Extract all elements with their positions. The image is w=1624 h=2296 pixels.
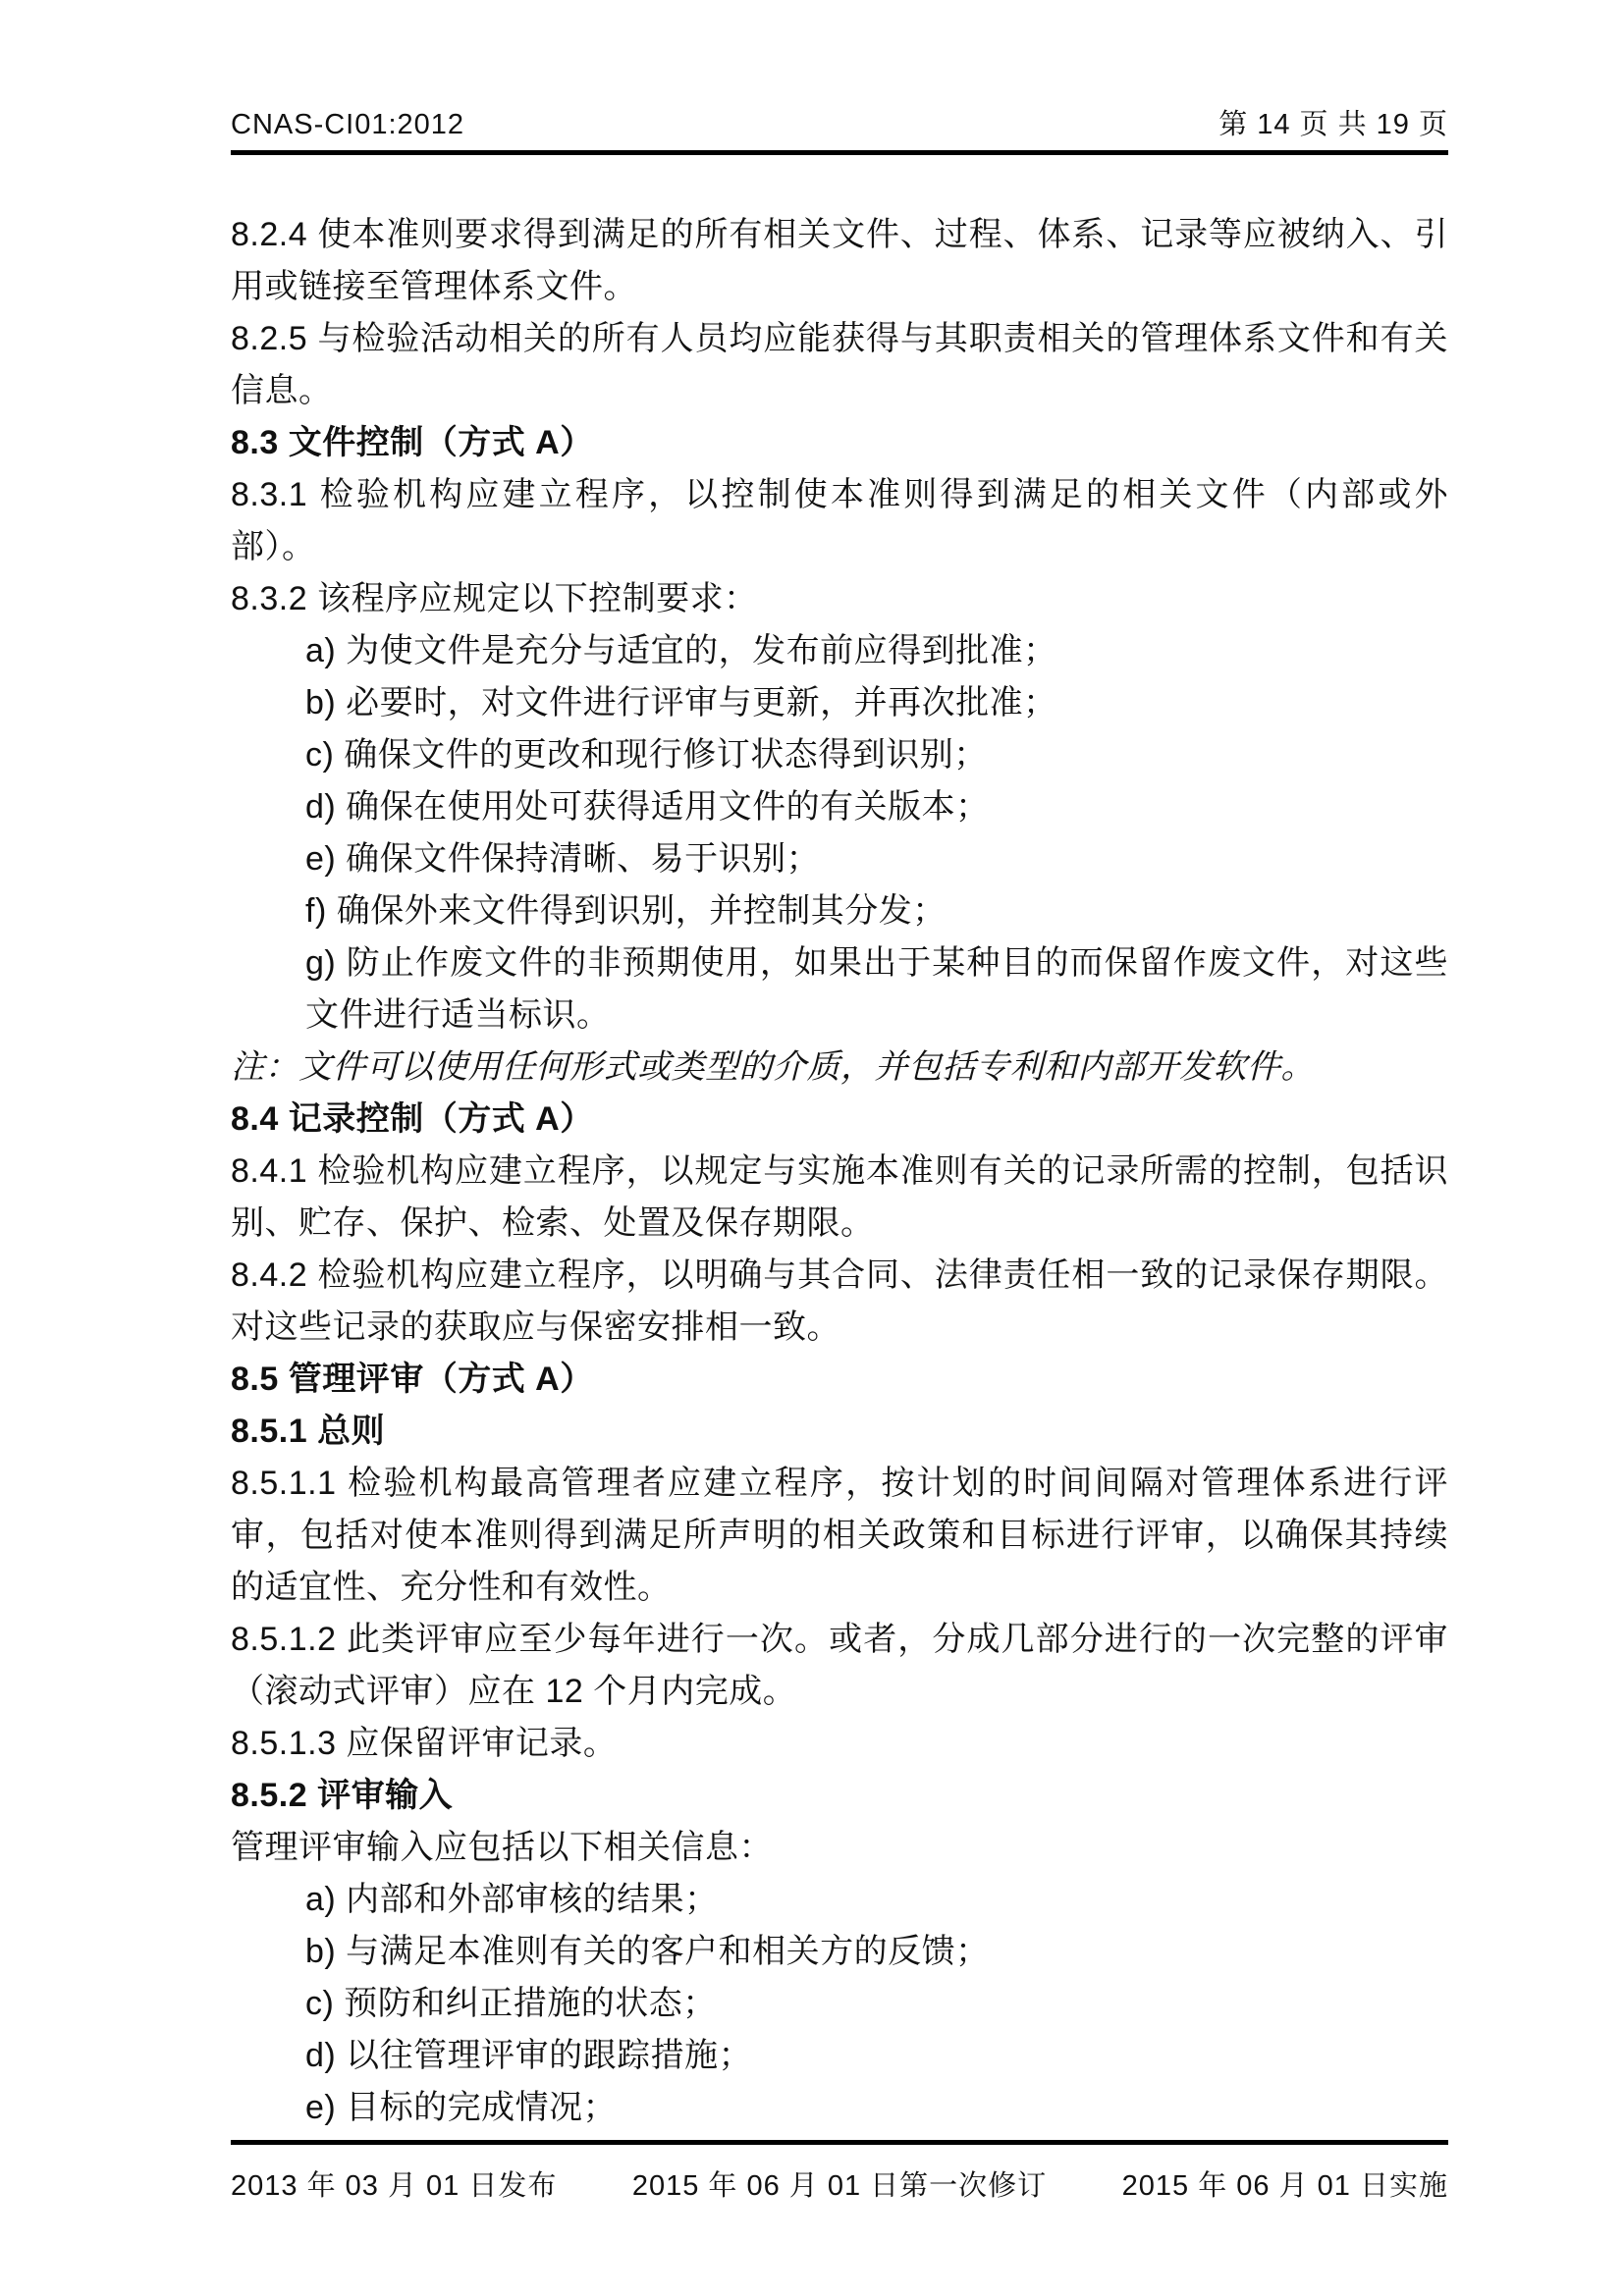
list-item-e: e) 确保文件保持清晰、易于识别； [305,840,821,878]
clause-8-2-5: 8.2.5 与检验活动相关的所有人员均应能获得与其职责相关的管理体系文件和有关信息。 [231,320,1448,409]
section-heading-8-4: 8.4 记录控制（方式 A） [231,1100,594,1138]
section-heading-8-5-2: 8.5.2 评审输入 [231,1777,454,1814]
list-item-a: a) 为使文件是充分与适宜的，发布前应得到批准； [305,632,1057,669]
footer-revision-date: 2015 年 06 月 01 日第一次修订 [631,2170,1048,2202]
clause-8-5-1-3: 8.5.1.3 应保留评审记录。 [231,1725,618,1762]
clause-8-2-4: 8.2.4 使本准则要求得到满足的所有相关文件、过程、体系、记录等应被纳入、引用或链接至管理体系文件。 [231,216,1448,305]
list-item-f: f) 确保外来文件得到识别，并控制其分发； [305,892,947,930]
clause-8-5-1-2: 8.5.1.2 此类评审应至少每年进行一次。或者，分成几部分进行的一次完整的评审（滚动式评审）应在 12 个月内完成。 [231,1621,1448,1710]
list-item-e: e) 目标的完成情况； [305,2089,618,2126]
clause-8-4-1: 8.4.1 检验机构应建立程序，以规定与实施本准则有关的记录所需的控制，包括识别、贮存、保护、检索、处置及保存期限。 [231,1152,1448,1242]
document-code: CNAS-CI01:2012 [231,109,465,140]
list-item-d: d) 确保在使用处可获得适用文件的有关版本； [305,788,990,826]
clause-8-3-2: 8.3.2 该程序应规定以下控制要求： [231,580,758,617]
section-heading-8-5: 8.5 管理评审（方式 A） [231,1361,594,1398]
list-item-a: a) 内部和外部审核的结果； [305,1881,719,1918]
list-item-b: b) 必要时，对文件进行评审与更新，并再次批准； [305,684,1057,721]
clause-8-5-1-1: 8.5.1.1 检验机构最高管理者应建立程序，按计划的时间间隔对管理体系进行评审，包括对使本准则得到满足所声明的相关政策和目标进行评审，以确保其持续的适宜性、充分性和有效性。 [231,1465,1448,1606]
clause-8-4-2: 8.4.2 检验机构应建立程序，以明确与其合同、法律责任相一致的记录保存期限。对这些记录的获取应与保密安排相一致。 [231,1256,1448,1346]
clause-8-3-1: 8.3.1 检验机构应建立程序，以控制使本准则得到满足的相关文件（内部或外部）。 [231,476,1448,565]
section-heading-8-5-1: 8.5.1 总则 [231,1413,386,1450]
list-item-c: c) 预防和纠正措施的状态； [305,1985,717,2022]
document-body [231,209,1448,2134]
footer-publish-date: 2013 年 03 月 01 日发布 [231,2170,558,2202]
list-item-g: g) 防止作废文件的非预期使用，如果出于某种目的而保留作废文件，对这些文件进行适当标识。 [305,944,1448,1034]
list-item-b: b) 与满足本准则有关的客户和相关方的反馈； [305,1933,990,1970]
page-header [231,108,1448,155]
clause-8-5-2-intro: 管理评审输入应包括以下相关信息： [231,1829,773,1866]
page-footer [231,2140,1448,2203]
list-item-d: d) 以往管理评审的跟踪措施； [305,2037,753,2074]
section-heading-8-3: 8.3 文件控制（方式 A） [231,424,594,461]
footer-implement-date: 2015 年 06 月 01 日实施 [1121,2170,1448,2202]
note-line: 注：文件可以使用任何形式或类型的介质，并包括专利和内部开发软件。 [231,1048,1315,1086]
list-item-c: c) 确保文件的更改和现行修订状态得到识别； [305,736,988,774]
page-number-indicator: 第 14 页 共 19 页 [1218,109,1448,140]
